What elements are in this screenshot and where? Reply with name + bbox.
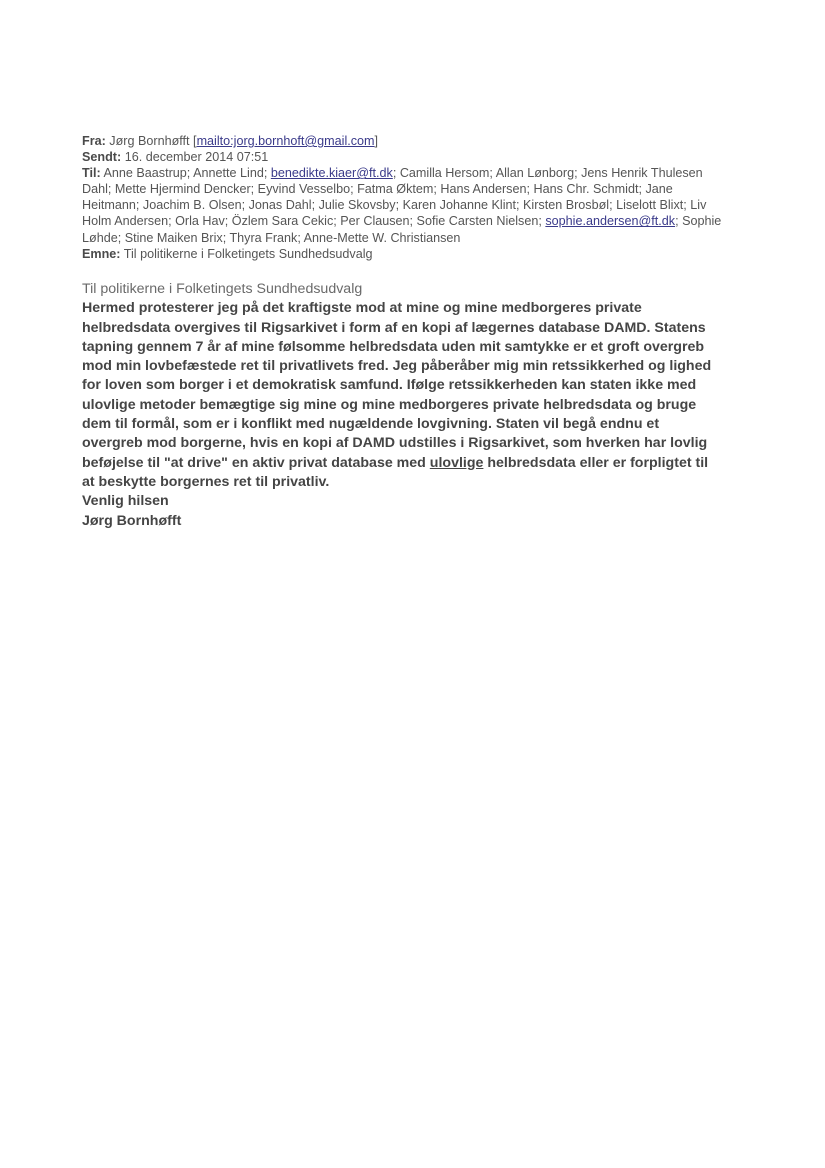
to-recipients-1: Anne Baastrup; Annette Lind; <box>103 166 268 181</box>
from-name: Jørg Bornhøfft <box>109 134 190 148</box>
to-line <box>82 165 732 245</box>
email-header <box>82 133 732 262</box>
underlined-word: ulovlige <box>429 454 484 471</box>
subject-value: Til politikerne i Folketingets Sundhedsudvalg <box>123 246 373 261</box>
sent-value: 16. december 2014 07:51 <box>124 150 269 165</box>
to-label: Til: <box>82 166 101 181</box>
sent-line <box>82 149 732 165</box>
body-paragraph <box>82 299 722 492</box>
subject-label: Emne: <box>82 246 121 261</box>
to-recipients-3: ; Sophie Løhde; Stine Maiken Brix; Thyra Frank; Anne-Mette W. Christiansen <box>82 214 722 245</box>
from-mailto-link[interactable]: mailto:jorg.bornhoft@gmail.com <box>196 134 375 148</box>
from-line: Fra: Jørg Bornhøfft [mailto:jorg.bornhoft@gmail.com] <box>82 134 379 148</box>
to-email-link-2[interactable]: sophie.andersen@ft.dk <box>545 214 676 229</box>
sent-label: Sendt: <box>82 150 122 165</box>
closing-line: Venlig hilsen <box>82 493 169 510</box>
signature-line: Jørg Bornhøfft <box>82 512 182 529</box>
from-label: Fra: <box>82 134 106 148</box>
paragraph-text-2: helbredsdata eller er forpligtet til at beskytte borgernes ret til privatliv. <box>82 454 709 490</box>
to-recipients-2: ; Camilla Hersom; Allan Lønborg; Jens Henrik Thulesen Dahl; Mette Hjermind Dencker; Eyvind Vesselbo; Fatma Øktem; Hans Andersen; Hans Chr. Schmidt; Jane Heitmann; Joachim B. Olsen; Jonas Dahl; Julie Skovsby; Karen Johanne Klint; Kirsten Brosbøl; Liselott Blixt; Liv Holm Andersen; Orla Hav; Özlem Sara Cekic; Per Clausen; Sofie Carsten Nielsen; <box>82 166 707 229</box>
to-email-link-1[interactable]: benedikte.kiaer@ft.dk <box>270 166 393 181</box>
greeting-line: Til politikerne i Folketingets Sundhedsudvalg <box>82 281 363 297</box>
email-body <box>82 280 722 531</box>
subject-line <box>82 246 732 262</box>
paragraph-text-1: Hermed protesterer jeg på det kraftigste mod at mine og mine medborgeres private helbredsdata overgives til Rigsarkivet i form af en kopi af lægernes database DAMD. Statens tapning gennem 7 år af mine følsomme helbredsdata uden mit samtykke er et groft overgreb mod min lovbefæstede ret til privatlivets fred. Jeg påberåber mig min retssikkerhed og lighed for loven som borger i et demokratisk samfund. Ifølge retssikkerheden kan staten ikke med ulovlige metoder bemægtige sig mine og mine medborgeres private helbredsdata og bruge dem til formål, som er i konflikt med nugældende lovgivning. Staten vil begå endnu et overgreb mod borgerne, hvis en kopi af DAMD udstilles i Rigsarkivet, som hverken har lovlig beføjelse til "at drive" en aktiv privat database med <box>82 300 712 471</box>
